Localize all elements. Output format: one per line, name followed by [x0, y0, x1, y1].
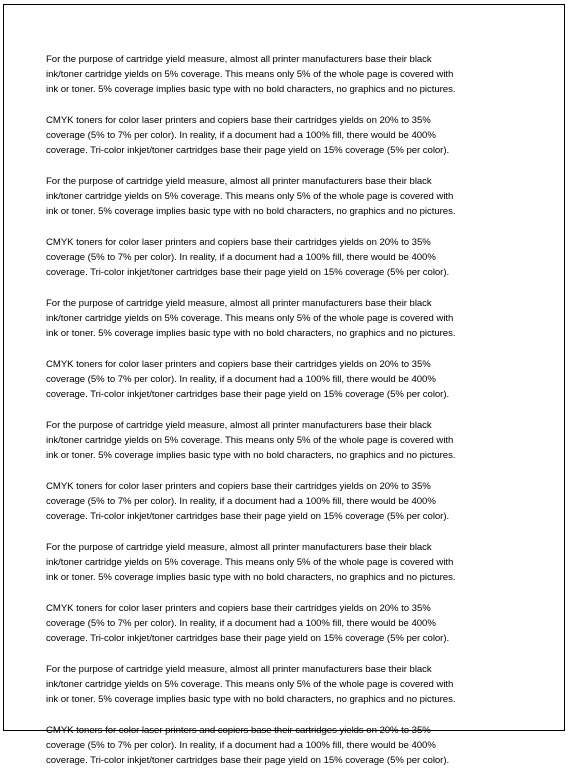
paragraph-line: ink or toner. 5% coverage implies basic type with no bold characters, no graphics and no pictures.: [46, 572, 456, 583]
paragraph-line: ink or toner. 5% coverage implies basic type with no bold characters, no graphics and no pictures.: [46, 84, 456, 95]
paragraph-line: For the purpose of cartridge yield measure, almost all printer manufacturers base their black: [46, 664, 432, 675]
paragraph-line: coverage. Tri-color inkjet/toner cartridges base their page yield on 15% coverage (5% per color).: [46, 511, 450, 522]
paragraph-line: ink or toner. 5% coverage implies basic type with no bold characters, no graphics and no pictures.: [46, 694, 456, 705]
paragraph-cmyk-coverage: [46, 357, 528, 402]
paragraph-line: CMYK toners for color laser printers and copiers base their cartridges yields on 20% to 35%: [46, 481, 431, 492]
paragraph-cmyk-coverage: [46, 479, 528, 524]
paragraph-black-coverage: [46, 540, 528, 585]
paragraph-black-coverage: [46, 296, 528, 341]
paragraph-line: CMYK toners for color laser printers and copiers base their cartridges yields on 20% to 35%: [46, 725, 431, 736]
paragraph-line: coverage (5% to 7% per color). In reality, if a document had a 100% fill, there would be 400%: [46, 130, 436, 141]
paragraph-line: coverage. Tri-color inkjet/toner cartridges base their page yield on 15% coverage (5% per color).: [46, 755, 450, 766]
paragraph-line: ink or toner. 5% coverage implies basic type with no bold characters, no graphics and no pictures.: [46, 206, 456, 217]
paragraph-line: coverage. Tri-color inkjet/toner cartridges base their page yield on 15% coverage (5% per color).: [46, 633, 450, 644]
paragraph-line: ink or toner. 5% coverage implies basic type with no bold characters, no graphics and no pictures.: [46, 328, 456, 339]
paragraph-line: coverage (5% to 7% per color). In reality, if a document had a 100% fill, there would be 400%: [46, 740, 436, 751]
paragraph-line: coverage (5% to 7% per color). In reality, if a document had a 100% fill, there would be 400%: [46, 496, 436, 507]
paragraph-line: coverage (5% to 7% per color). In reality, if a document had a 100% fill, there would be 400%: [46, 618, 436, 629]
paragraph-cmyk-coverage: [46, 601, 528, 646]
paragraph-line: CMYK toners for color laser printers and copiers base their cartridges yields on 20% to 35%: [46, 237, 431, 248]
paragraph-line: For the purpose of cartridge yield measure, almost all printer manufacturers base their black: [46, 298, 432, 309]
paragraph-line: For the purpose of cartridge yield measure, almost all printer manufacturers base their black: [46, 54, 432, 65]
paragraph-line: For the purpose of cartridge yield measure, almost all printer manufacturers base their black: [46, 420, 432, 431]
paragraph-black-coverage: [46, 174, 528, 219]
paragraph-line: For the purpose of cartridge yield measure, almost all printer manufacturers base their black: [46, 176, 432, 187]
paragraph-black-coverage: [46, 662, 528, 707]
page-content: [46, 52, 528, 784]
paragraph-cmyk-coverage: [46, 723, 528, 768]
paragraph-line: ink/toner cartridge yields on 5% coverage. This means only 5% of the whole page is covered with: [46, 191, 454, 202]
paragraph-line: CMYK toners for color laser printers and copiers base their cartridges yields on 20% to 35%: [46, 115, 431, 126]
paragraph-line: For the purpose of cartridge yield measure, almost all printer manufacturers base their black: [46, 542, 432, 553]
paragraph-line: ink or toner. 5% coverage implies basic type with no bold characters, no graphics and no pictures.: [46, 450, 456, 461]
paragraph-line: ink/toner cartridge yields on 5% coverage. This means only 5% of the whole page is covered with: [46, 313, 454, 324]
paragraph-line: ink/toner cartridge yields on 5% coverage. This means only 5% of the whole page is covered with: [46, 557, 454, 568]
paragraph-line: coverage (5% to 7% per color). In reality, if a document had a 100% fill, there would be 400%: [46, 252, 436, 263]
paragraph-black-coverage: [46, 52, 528, 97]
paragraph-line: CMYK toners for color laser printers and copiers base their cartridges yields on 20% to 35%: [46, 359, 431, 370]
paragraph-line: ink/toner cartridge yields on 5% coverage. This means only 5% of the whole page is covered with: [46, 435, 454, 446]
paragraph-cmyk-coverage: [46, 235, 528, 280]
document-page: [3, 4, 565, 766]
paragraph-line: coverage. Tri-color inkjet/toner cartridges base their page yield on 15% coverage (5% per color).: [46, 267, 450, 278]
paragraph-cmyk-coverage: [46, 113, 528, 158]
paragraph-line: ink/toner cartridge yields on 5% coverage. This means only 5% of the whole page is covered with: [46, 679, 454, 690]
paragraph-line: coverage (5% to 7% per color). In reality, if a document had a 100% fill, there would be 400%: [46, 374, 436, 385]
paragraph-line: ink/toner cartridge yields on 5% coverage. This means only 5% of the whole page is covered with: [46, 69, 454, 80]
paragraph-line: coverage. Tri-color inkjet/toner cartridges base their page yield on 15% coverage (5% per color).: [46, 145, 450, 156]
paragraph-line: CMYK toners for color laser printers and copiers base their cartridges yields on 20% to 35%: [46, 603, 431, 614]
paragraph-black-coverage: [46, 418, 528, 463]
paragraph-line: coverage. Tri-color inkjet/toner cartridges base their page yield on 15% coverage (5% per color).: [46, 389, 450, 400]
